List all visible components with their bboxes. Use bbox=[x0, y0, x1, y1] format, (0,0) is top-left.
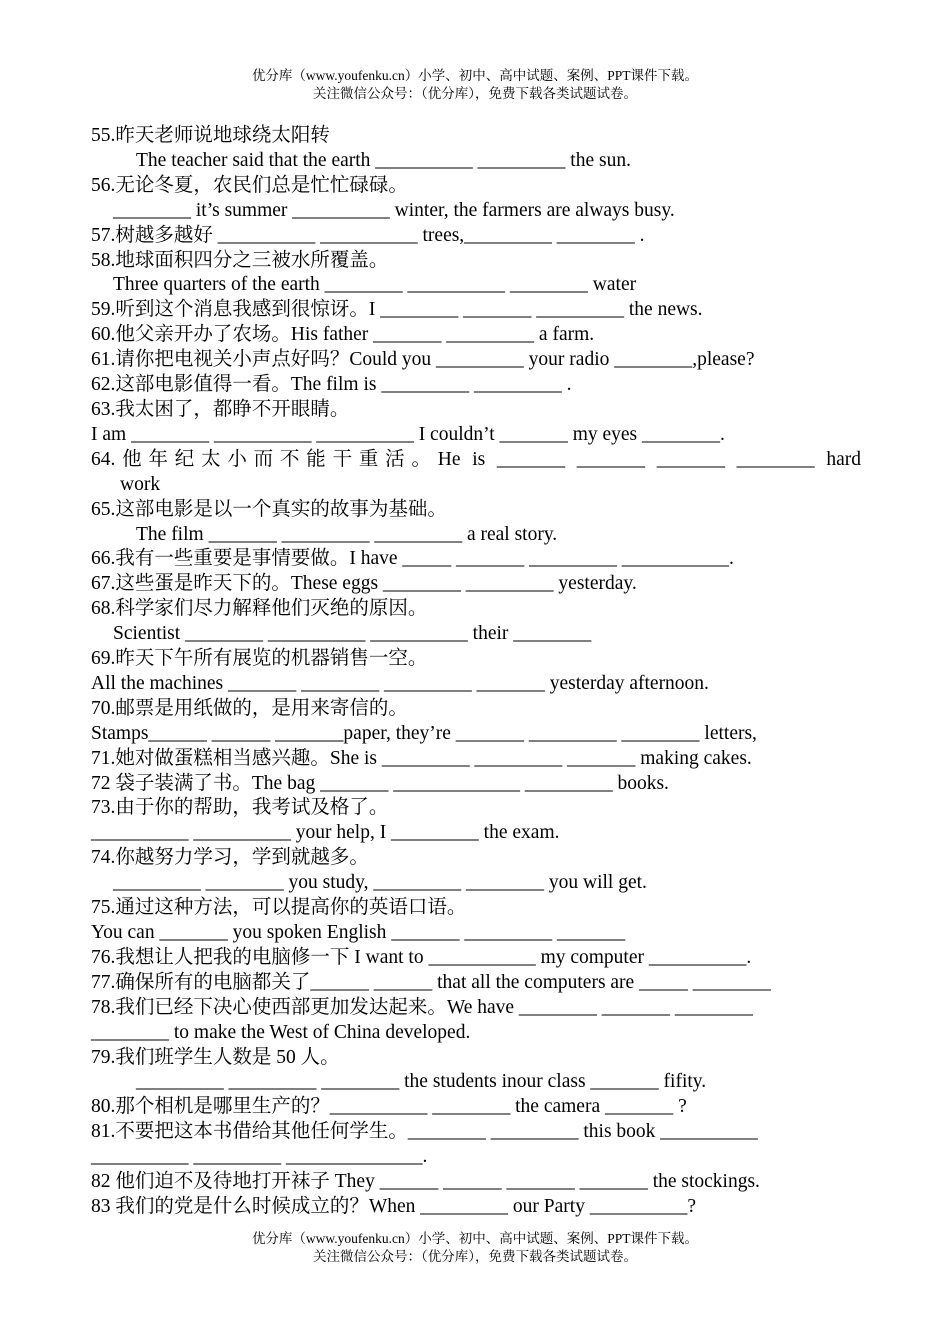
page-header bbox=[0, 67, 950, 103]
exercise-line: I am ________ __________ __________ I couldn’t _______ my eyes ________. bbox=[91, 423, 725, 445]
exercise-line: Scientist ________ __________ __________ their ________ bbox=[113, 623, 592, 645]
exercise-line: 68.科学家们尽力解释他们灭绝的原因。 bbox=[91, 598, 428, 620]
exercise-line: 56.无论冬夏，农民们总是忙忙碌碌。 bbox=[91, 174, 408, 196]
exercise-line: 57.树越多越好 __________ __________ trees,_________ ________ . bbox=[91, 224, 645, 246]
exercise-line: _________ ________ you study, _________ ________ you will get. bbox=[113, 872, 647, 894]
footer-line-2: 关注微信公众号：（优分库），免费下载各类试题试卷。 bbox=[313, 1249, 637, 1264]
exercise-line: 79.我们班学生人数是 50 人。 bbox=[91, 1046, 340, 1068]
exercise-line: _________ _________ ________ the students inour class _______ fifity. bbox=[136, 1071, 707, 1093]
exercise-line: 76.我想让人把我的电脑修一下 I want to ___________ my computer __________. bbox=[91, 946, 752, 968]
exercise-line: work bbox=[120, 473, 161, 495]
exercise-line: 58.地球面积四分之三被水所覆盖。 bbox=[91, 249, 389, 271]
exercise-line: 64.他年纪太小而不能干重活。He is _______ _______ _______ ________ hard bbox=[91, 448, 861, 470]
exercise-line: 72 袋子装满了书。The bag _______ _____________ _________ books. bbox=[91, 772, 669, 794]
exercise-line: Stamps______ ______ _______paper, they’re _______ _________ ________ letters, bbox=[91, 722, 757, 744]
exercise-line: 82 他们迫不及待地打开袜子 They ______ ______ _______ _______ the stockings. bbox=[91, 1171, 760, 1193]
exercise-line: 63.我太困了，都睁不开眼睛。 bbox=[91, 398, 350, 420]
exercise-line: All the machines _______ ________ _________ _______ yesterday afternoon. bbox=[91, 672, 709, 694]
exercise-line: The teacher said that the earth __________ _________ the sun. bbox=[136, 149, 631, 171]
exercise-line: 77.确保所有的电脑都关了______ ______ that all the computers are _____ ________ bbox=[91, 971, 771, 993]
header-line-2: 关注微信公众号：（优分库），免费下载各类试题试卷。 bbox=[313, 86, 637, 101]
exercise-line: 62.这部电影值得一看。The film is _________ _________ . bbox=[91, 374, 572, 396]
exercise-line: Three quarters of the earth ________ __________ ________ water bbox=[113, 274, 637, 296]
exercise-line: 59.听到这个消息我感到很惊讶。I ________ _______ _________ the news. bbox=[91, 299, 703, 321]
exercise-line: 74.你越努力学习，学到就越多。 bbox=[91, 847, 369, 869]
header-line-1: 优分库（www.youfenku.cn）小学、初中、高中试题、案例、PPT课件下载。 bbox=[251, 68, 699, 83]
exercise-line: 66.我有一些重要是事情要做。I have _____ _______ _________ ___________. bbox=[91, 548, 734, 570]
exercise-line: 70.邮票是用纸做的，是用来寄信的。 bbox=[91, 697, 408, 719]
exercise-content bbox=[91, 124, 861, 1220]
exercise-line: 65.这部电影是以一个真实的故事为基础。 bbox=[91, 498, 447, 520]
exercise-line: __________ _________ ______________. bbox=[91, 1146, 428, 1168]
exercise-line: 69.昨天下午所有展览的机器销售一空。 bbox=[91, 648, 428, 670]
exercise-line: ________ it’s summer __________ winter, the farmers are always busy. bbox=[113, 199, 675, 221]
exercise-line: The film _______ _________ _________ a real story. bbox=[136, 523, 558, 545]
exercise-line: 67.这些蛋是昨天下的。These eggs ________ _________ yesterday. bbox=[91, 573, 637, 595]
exercise-line: ________ to make the West of China developed. bbox=[91, 1021, 471, 1043]
exercise-line: __________ __________ your help, I _________ the exam. bbox=[91, 822, 560, 844]
exercise-line: 55.昨天老师说地球绕太阳转 bbox=[91, 125, 330, 146]
exercise-line: 81.不要把这本书借给其他任何学生。________ _________ this book __________ bbox=[91, 1121, 758, 1143]
page-footer bbox=[0, 1230, 950, 1266]
exercise-line: 60.他父亲开办了农场。His father _______ _________ a farm. bbox=[91, 324, 595, 346]
exercise-line: 71.她对做蛋糕相当感兴趣。She is _________ _________ _______ making cakes. bbox=[91, 747, 752, 769]
footer-line-1: 优分库（www.youfenku.cn）小学、初中、高中试题、案例、PPT课件下载。 bbox=[251, 1231, 699, 1246]
exercise-line: 80.那个相机是哪里生产的？__________ ________ the camera _______ ? bbox=[91, 1096, 687, 1118]
exercise-line: 78.我们已经下决心使西部更加发达起来。We have ________ _______ ________ bbox=[91, 996, 753, 1018]
exercise-line: 61.请你把电视关小声点好吗？Could you _________ your radio ________,please? bbox=[91, 349, 755, 371]
exercise-line: 73.由于你的帮助，我考试及格了。 bbox=[91, 797, 389, 819]
exercise-line: You can _______ you spoken English _______ _________ _______ bbox=[91, 922, 626, 943]
exercise-line: 83 我们的党是什么时候成立的？When _________ our Party __________? bbox=[91, 1195, 696, 1217]
exercise-line: 75.通过这种方法，可以提高你的英语口语。 bbox=[91, 897, 467, 919]
